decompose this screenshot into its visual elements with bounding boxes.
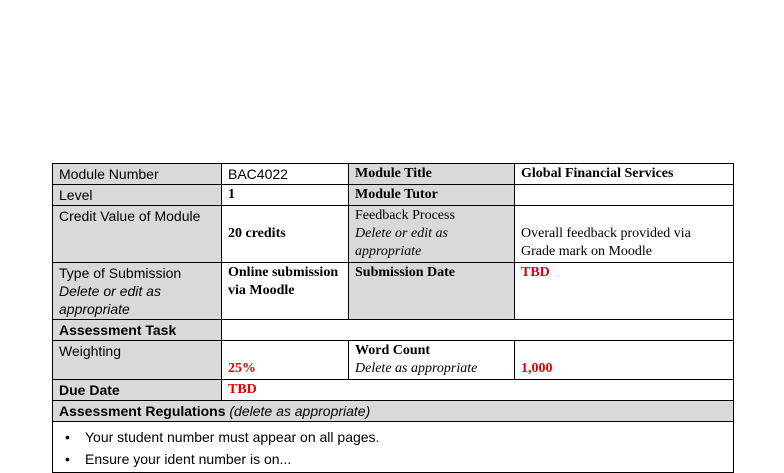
row-regulations-body [53,422,734,473]
credit-value-label: Credit Value of Module [53,206,222,263]
regulations-header [53,401,734,422]
module-number-value: BAC4022 [222,164,349,185]
word-count-cell [349,341,515,380]
regulations-hint: (delete as appropriate) [229,403,371,419]
module-assessment-table [52,163,734,473]
weighting-label: Weighting [53,341,222,380]
feedback-process-cell [349,206,515,263]
regulations-list [53,422,733,470]
feedback-process-label: Feedback Process [355,208,455,223]
module-number-label: Module Number [53,164,222,185]
credit-value: 20 credits [222,206,349,263]
row-credit-feedback [53,206,734,263]
regulation-item: • Ensure your ident number is on... [61,448,733,470]
regulation-item: • Your student number must appear on all pages. [61,426,733,448]
submission-type-label: Type of Submission [59,265,182,281]
due-date-value: TBD [222,380,734,401]
row-regulations-header [53,401,734,422]
submission-date-value: TBD [515,263,734,320]
assessment-task-label: Assessment Task [53,320,222,341]
regulations-body [53,422,734,473]
due-date-label: Due Date [53,380,222,401]
submission-type-value: Online submission via Moodle [222,263,349,320]
level-value: 1 [222,185,349,206]
module-tutor-value [515,185,734,206]
row-level [53,185,734,206]
word-count-hint: Delete as appropriate [355,361,478,376]
assessment-task-value [222,320,734,341]
row-due-date [53,380,734,401]
row-module-number [53,164,734,185]
weighting-value: 25% [222,341,349,380]
row-assessment-task [53,320,734,341]
regulations-label: Assessment Regulations [59,403,226,419]
level-label: Level [53,185,222,206]
submission-type-cell [53,263,222,320]
module-title-label: Module Title [349,164,515,185]
row-submission [53,263,734,320]
feedback-process-value: Overall feedback provided via Grade mark on Moodle [515,206,734,263]
submission-date-label: Submission Date [349,263,515,320]
module-tutor-label: Module Tutor [349,185,515,206]
module-title-value: Global Financial Services [515,164,734,185]
submission-type-hint: Delete or edit as appropriate [59,283,161,317]
word-count-label: Word Count [355,343,431,358]
row-weighting [53,341,734,380]
word-count-value: 1,000 [515,341,734,380]
feedback-process-hint: Delete or edit as appropriate [355,226,448,259]
